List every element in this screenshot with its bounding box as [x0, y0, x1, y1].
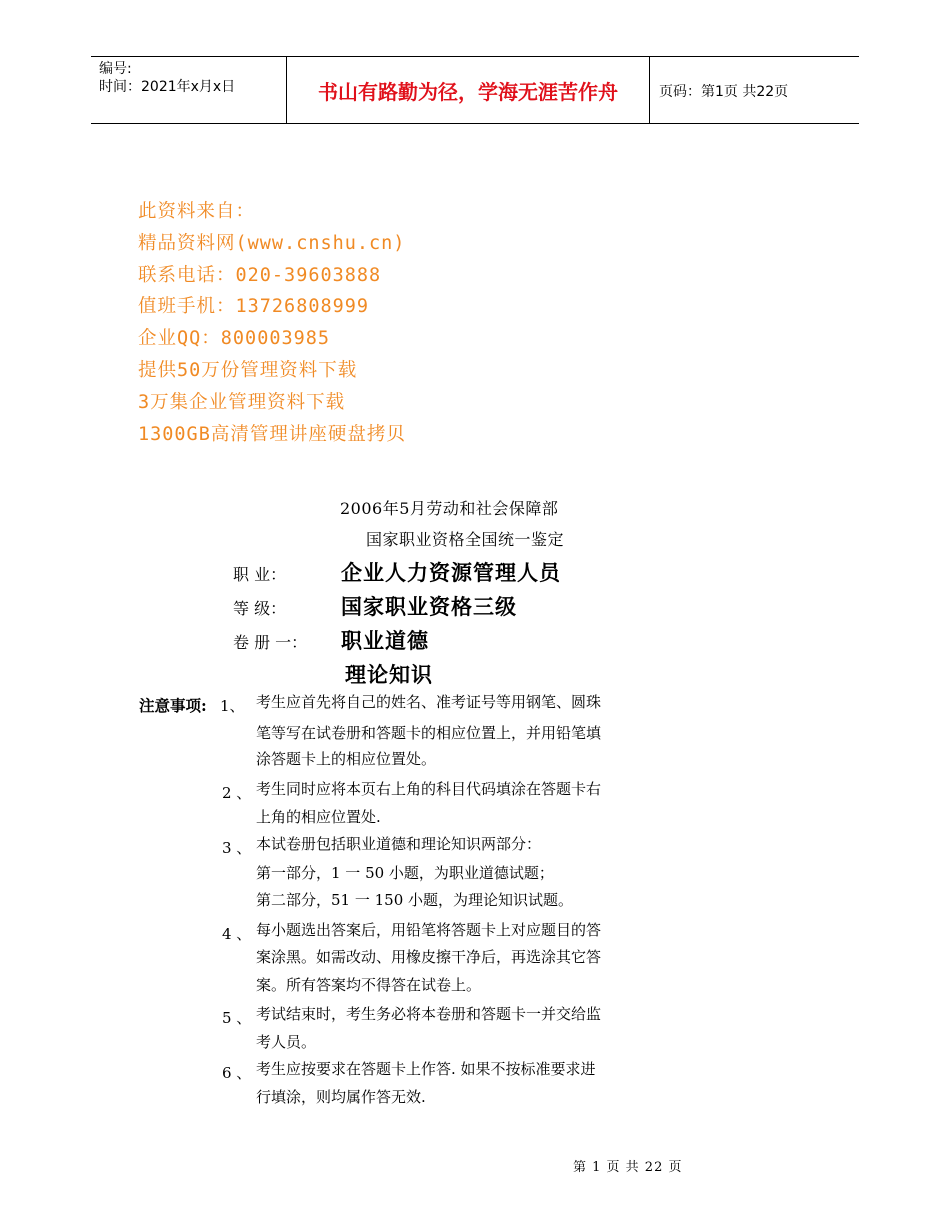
note-line: 案。所有答案均不得答在试卷上。 [256, 976, 482, 994]
note-line: 上角的相应位置处. [256, 808, 381, 826]
volume-key: 卷 册 一： [233, 633, 308, 652]
promo-line: 1300GB高清管理讲座硬盘拷贝 [138, 423, 406, 445]
note-line: 行填涂，则均属作答无效. [256, 1088, 426, 1106]
promo-line: 联系电话：020-39603888 [138, 264, 382, 286]
header-page-info: 页码：第1页 共22页 [659, 84, 789, 100]
occupation-value: 企业人力资源管理人员 [341, 560, 561, 585]
volume-subtitle: 理论知识 [345, 662, 433, 687]
note-line: 案涂黑。如需改动、用橡皮擦干净后，再选涂其它答 [256, 948, 602, 966]
level-key: 等 级： [233, 599, 287, 618]
note-number: 4 、 [222, 925, 252, 943]
number-label: 编号: [99, 61, 132, 77]
note-number: 2 、 [222, 784, 252, 802]
level-value: 国家职业资格三级 [341, 594, 517, 619]
note-number: 5 、 [222, 1009, 252, 1027]
note-line: 第一部分，1 一 50 小题，为职业道德试题； [256, 864, 554, 882]
note-number: 3 、 [222, 839, 252, 857]
note-number: 1、 [220, 697, 245, 715]
time-label: 时间：2021年x月x日 [99, 79, 236, 95]
promo-line: 3万集企业管理资料下载 [138, 391, 346, 413]
promo-line: 提供50万份管理资料下载 [138, 359, 358, 381]
promo-line: 此资料来自： [138, 201, 256, 222]
page-header [91, 56, 859, 124]
promo-block [138, 196, 406, 450]
header-info [91, 57, 286, 123]
doc-title-line1: 2006年5月劳动和社会保障部 [340, 499, 559, 518]
volume-value: 职业道德 [341, 628, 429, 653]
note-line: 考生应首先将自己的姓名、准考证号等用钢笔、圆珠 [256, 693, 602, 711]
note-line: 考生同时应将本页右上角的科目代码填涂在答题卡右 [256, 780, 602, 798]
note-number: 6 、 [222, 1064, 252, 1082]
note-line: 笔等写在试卷册和答题卡的相应位置上，并用铅笔填 [256, 724, 602, 742]
notes-label: 注意事项: [139, 696, 207, 715]
occupation-row [233, 557, 561, 587]
occupation-key: 职 业： [233, 565, 287, 584]
level-row [233, 591, 517, 621]
note-line: 涂答题卡上的相应位置处。 [256, 750, 437, 768]
page-footer: 第 1 页 共 22 页 [573, 1160, 683, 1175]
note-line: 考试结束时，考生务必将本卷册和答题卡一并交给监 [256, 1005, 602, 1023]
header-motto: 书山有路勤为径，学海无涯苦作舟 [318, 79, 618, 104]
note-line: 第二部分，51 一 150 小题，为理论知识试题。 [256, 891, 574, 909]
volume-row [233, 625, 429, 655]
promo-line: 值班手机：13726808999 [138, 296, 370, 318]
doc-title-line2: 国家职业资格全国统一鉴定 [366, 530, 565, 549]
header-divider [649, 57, 650, 123]
note-line: 每小题选出答案后，用铅笔将答题卡上对应题目的答 [256, 921, 602, 939]
promo-line: 精品资料网(www.cnshu.cn) [138, 232, 406, 254]
note-line: 考人员。 [256, 1033, 317, 1051]
promo-line: 企业QQ：800003985 [138, 328, 331, 350]
note-line: 考生应按要求在答题卡上作答. 如果不按标准要求进 [256, 1060, 596, 1078]
note-line: 本试卷册包括职业道德和理论知识两部分： [256, 835, 542, 853]
